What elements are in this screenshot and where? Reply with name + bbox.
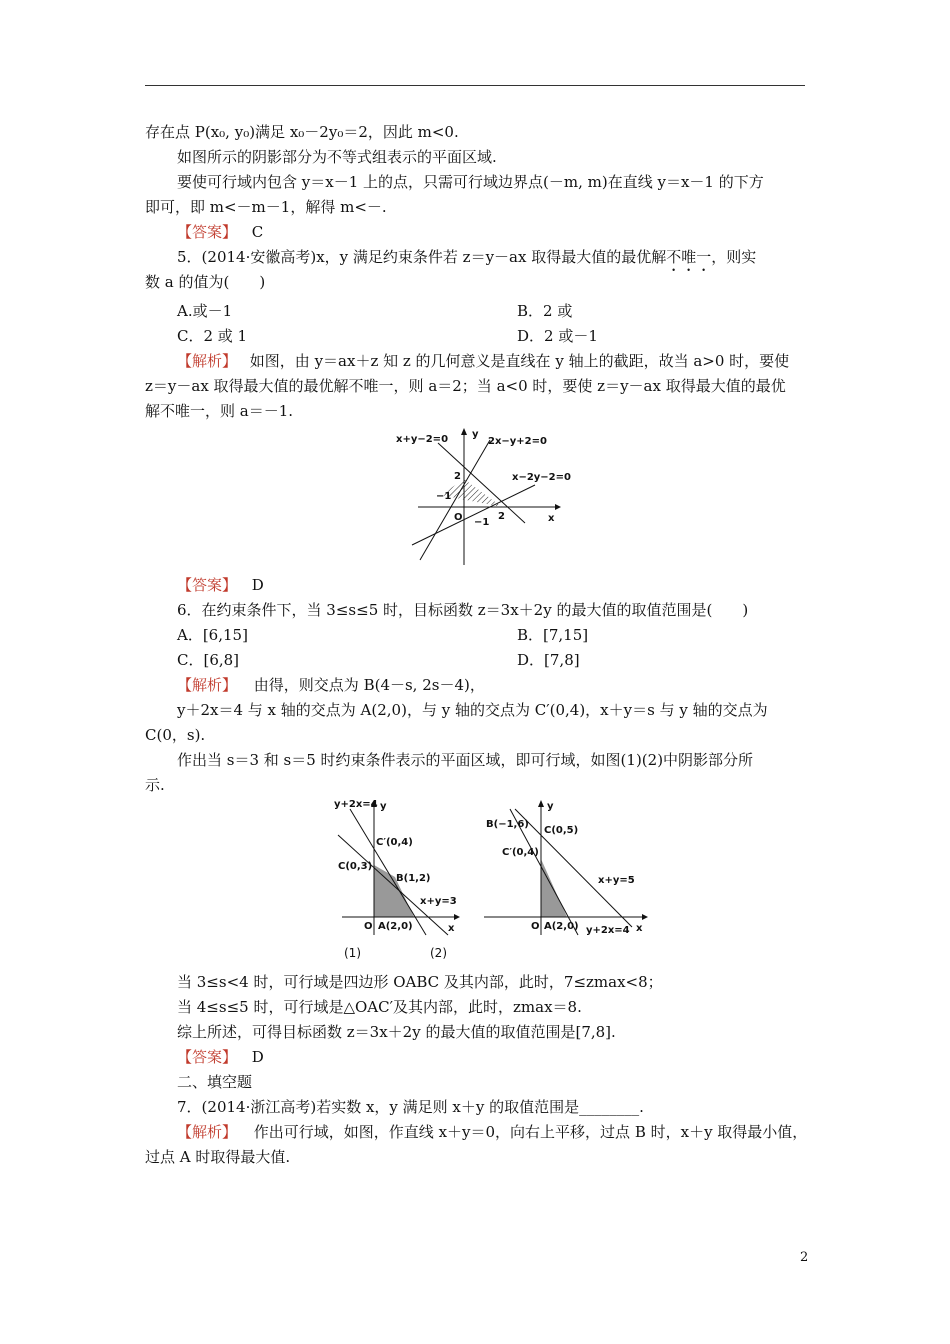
section-heading: 二、填空题	[177, 1073, 253, 1091]
question-7: 7．(2014·浙江高考)若实数 x，y 满足则 x＋y 的取值范围是________.	[177, 1098, 644, 1116]
solution-text: 由得，则交点为 B(4－s, 2s－4)，	[253, 676, 485, 694]
option-b: B．2 或	[517, 302, 573, 320]
solution-text: 综上所述，可得目标函数 z＝3x＋2y 的最大值的取值范围是[7,8].	[177, 1023, 616, 1041]
figure-q6-1	[330, 795, 470, 965]
solution-text: 示.	[145, 776, 165, 794]
point-label: C′(0,4)	[502, 847, 539, 858]
text-line: 如图所示的阴影部分为不等式组表示的平面区域.	[177, 148, 497, 166]
option-d: D．[7,8]	[517, 651, 580, 669]
figure-q5	[390, 425, 580, 570]
axis-x-label: x	[548, 513, 555, 524]
solution-text: 当 4≤s≤5 时，可行域是△OAC′及其内部，此时，zmax＝8.	[177, 998, 582, 1016]
solution-text: C(0，s).	[145, 726, 206, 744]
solution-tag: 【解析】	[177, 1123, 238, 1141]
header-rule	[145, 85, 805, 86]
answer-value: D	[251, 1048, 264, 1066]
solution-line	[177, 675, 485, 695]
text-line: 要使可行域内包含 y＝x－1 上的点，只需可行域边界点(－m, m)在直线 y＝x－1 的下方	[177, 173, 764, 191]
axis-x-label: x	[636, 923, 643, 934]
point-label: B(−1,6)	[486, 819, 529, 830]
option-d: D．2 或－1	[517, 327, 598, 345]
axis-x-label: x	[448, 923, 455, 934]
answer-line	[177, 222, 263, 242]
point-label: A(2,0)	[378, 921, 413, 932]
question-5	[177, 247, 756, 275]
y-arrow	[538, 800, 544, 807]
answer-line	[177, 1047, 264, 1067]
emphasis-text: 不唯一	[666, 248, 712, 266]
tick-label: 2	[454, 471, 461, 482]
tick-label: 2	[498, 511, 505, 522]
option-a: A．[6,15]	[177, 626, 248, 644]
solution-tag: 【解析】	[177, 676, 238, 694]
x-arrow	[454, 914, 460, 920]
question-6: 6．在约束条件下，当 3≤s≤5 时，目标函数 z＝3x＋2y 的最大值的取值范围是( )	[177, 601, 749, 619]
solution-text: 作出当 s＝3 和 s＝5 时约束条件表示的平面区域，即可行域，如图(1)(2)中阴影部分所	[177, 751, 754, 769]
origin-label: O	[454, 512, 463, 523]
point-label: C′(0,4)	[376, 837, 413, 848]
axis-y-label: y	[472, 429, 479, 440]
origin-label: O	[531, 921, 540, 932]
solution-text: 当 3≤s<4 时，可行域是四边形 OABC 及其内部，此时，7≤zmax<8；	[177, 973, 663, 991]
solution-line	[177, 351, 789, 371]
question-text: 5．(2014·安徽高考)x，y 满足约束条件若 z＝y－ax 取得最大值的最优解	[177, 248, 667, 266]
answer-tag: 【答案】	[177, 223, 238, 241]
solution-tag: 【解析】	[177, 352, 238, 370]
label-line2: 2x−y+2=0	[488, 436, 547, 447]
x-arrow	[642, 914, 648, 920]
tick-label: −1	[436, 491, 452, 502]
text-line: 即可，即 m<－m－1，解得 m<－.	[145, 198, 387, 216]
option-a: A.或－1	[177, 302, 233, 320]
answer-tag: 【答案】	[177, 1048, 238, 1066]
label-line1: x+y−2=0	[396, 434, 449, 445]
answer-tag: 【答案】	[177, 576, 238, 594]
solution-text: 作出可行域，如图，作直线 x＋y＝0，向右上平移，过点 B 时，x＋y 取得最小值，	[253, 1123, 808, 1141]
option-c: C．[6,8]	[177, 651, 240, 669]
origin-label: O	[364, 921, 373, 932]
option-b: B．[7,15]	[517, 626, 589, 644]
question-text: ，则实	[711, 248, 757, 266]
line-label: x+y=5	[598, 875, 635, 886]
solution-text: 如图，由 y＝ax＋z 知 z 的几何意义是直线在 y 轴上的截距，故当 a>0 时，要使	[249, 352, 790, 370]
axis-y-label: y	[380, 801, 387, 812]
question-text: 数 a 的值为( )	[145, 273, 266, 291]
solution-text: y＋2x＝4 与 x 轴的交点为 A(2,0)，与 y 轴的交点为 C′(0,4)，x＋y＝s 与 y 轴的交点为	[177, 701, 768, 719]
tick-label: −1	[474, 517, 490, 528]
point-label: C(0,5)	[544, 825, 579, 836]
solution-text: 过点 A 时取得最大值.	[145, 1148, 291, 1166]
line-x-plus-y	[338, 835, 448, 935]
caption: (1)	[344, 946, 361, 960]
point-label: C(0,3)	[338, 861, 373, 872]
y-arrow	[461, 428, 467, 435]
solution-text: z＝y－ax 取得最大值的最优解不唯一，则 a＝2；当 a<0 时，要使 z＝y－ax 取得最大值的最优	[145, 377, 786, 395]
line-label: y+2x=4	[586, 925, 630, 936]
answer-value: D	[251, 576, 264, 594]
line-label: y+2x=4	[334, 799, 378, 810]
x-arrow	[555, 504, 561, 510]
option-c: C．2 或 1	[177, 327, 248, 345]
axis-y-label: y	[547, 801, 554, 812]
label-line3: x−2y−2=0	[512, 472, 571, 483]
caption: (2)	[430, 946, 447, 960]
line-label: x+y=3	[420, 896, 457, 907]
text-line: 存在点 P(x₀, y₀)满足 x₀－2y₀＝2，因此 m<0.	[145, 123, 459, 141]
point-label: B(1,2)	[396, 873, 431, 884]
answer-value: C	[251, 223, 264, 241]
answer-line	[177, 575, 264, 595]
page-number: 2	[800, 1250, 809, 1265]
solution-text: 解不唯一，则 a＝－1.	[145, 402, 294, 420]
solution-line	[177, 1122, 807, 1142]
point-label: A(2,0)	[544, 921, 579, 932]
